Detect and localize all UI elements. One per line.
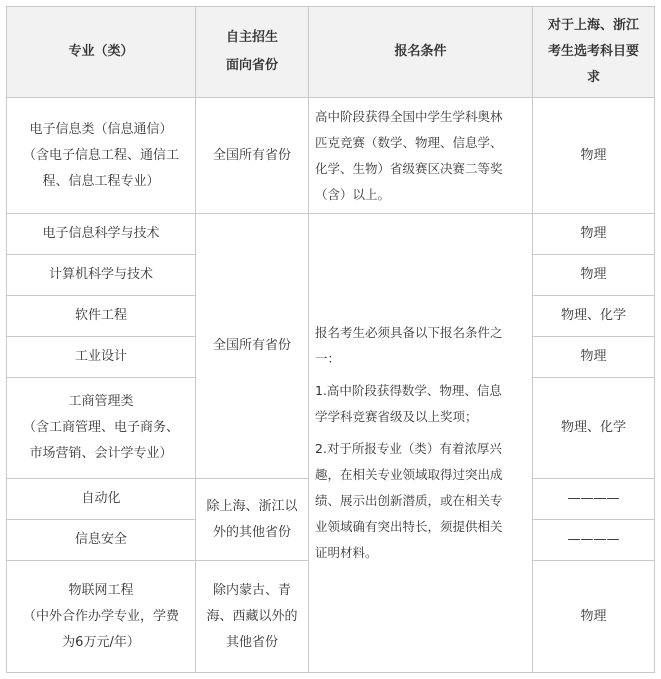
condition-line: 高中阶段获得全国中学生学科奥林 [315,108,503,124]
header-subjects-line1: 对于上海、浙江 [547,18,639,33]
condition-item1-line: 1.高中阶段获得数学、物理、信息 [315,383,502,398]
province-text: 全国所有省份 [212,338,291,353]
condition-item1-line: 学学科竞赛省级及以上奖项； [315,409,478,424]
province-text: 其他省份 [225,634,278,650]
major-cell-id [6,336,196,378]
major-name: 物联网工程 [68,582,134,598]
province-text: 外的其他省份 [212,524,291,540]
major-cell-se [6,295,196,337]
subjects-text: 物理 [580,608,607,624]
subjects-text: 物理 [580,267,607,282]
major-note: （含电子信息工程、通信工 [22,147,179,163]
major-name: 工业设计 [74,349,127,364]
major-cell-cs [6,254,196,296]
subjects-text: ———— [567,491,620,506]
major-name: 电子信息类（信息通信） [29,121,173,137]
major-name: 信息安全 [74,532,127,547]
header-conditions-text: 报名条件 [394,44,447,59]
condition-item2-line: 2.对于所报专业（类）有着浓厚兴 [315,441,502,456]
header-conditions [308,6,533,98]
major-name: 自动化 [81,491,121,506]
header-zizhu-line2: 面向省份 [225,58,278,73]
subjects-cell-ee [532,97,655,214]
header-zizhu-line1: 自主招生 [225,30,278,45]
condition-item2-line: 趣，在相关专业领域取得过突出成 [315,467,503,482]
province-cell-1 [195,97,309,214]
major-name: 工商管理类 [68,394,134,409]
subjects-text: 物理 [580,226,607,241]
subjects-cell-eist [532,213,655,255]
province-cell-2 [195,213,309,479]
condition-line: 化学、生物）省级赛区决赛二等奖 [315,160,503,176]
header-zizhu [195,6,309,98]
subjects-text: 物理、化学 [560,308,626,323]
conditions-cell-1 [308,97,533,214]
subjects-cell-infosec [532,519,655,561]
subjects-text: 物理 [580,147,607,163]
condition-line: 匹克竞赛（数学、物理、信息学、 [315,134,503,150]
subjects-cell-id [532,336,655,378]
major-cell-iot [6,560,196,673]
subjects-cell-bm [532,377,655,479]
header-major [6,6,196,98]
condition-intro-line: 一： [315,351,341,366]
major-name: 电子信息科学与技术 [42,226,160,241]
major-note: 市场营销、会计学专业） [29,446,173,461]
subjects-cell-cs [532,254,655,296]
header-subjects-line3: 求 [586,70,600,85]
conditions-cell-2 [308,213,533,673]
subjects-cell-se [532,295,655,337]
major-cell-bm [6,377,196,479]
subjects-text: ———— [567,532,620,547]
header-subjects-line2: 考生选考科目要 [547,44,639,59]
subjects-text: 物理、化学 [560,420,626,435]
condition-item2-line: 证明材料。 [315,545,378,560]
subjects-cell-iot [532,560,655,673]
province-text: 除上海、浙江以 [206,498,298,514]
condition-intro-line: 报名考生必须具备以下报名条件之 [315,325,503,340]
major-note: 程、信息工程专业） [42,173,160,189]
subjects-cell-auto [532,478,655,520]
condition-item2-line: 业领域确有突出特长，须提供相关 [315,519,503,534]
header-major-text: 专业（类） [68,44,134,59]
subjects-text: 物理 [580,349,607,364]
major-name: 计算机科学与技术 [48,267,153,282]
major-cell-infosec [6,519,196,561]
major-cell-ee [6,97,196,214]
major-note: （含工商管理、电子商务、 [22,420,179,435]
province-cell-3 [195,478,309,561]
major-cell-eist [6,213,196,255]
province-text: 全国所有省份 [212,147,291,163]
major-name: 软件工程 [74,308,127,323]
major-note: （中外合作办学专业，学费 [22,608,179,624]
province-text: 除内蒙古、青 [212,582,291,598]
condition-line: （含）以上。 [315,186,391,202]
province-cell-4 [195,560,309,673]
major-cell-auto [6,478,196,520]
major-note: 为6万元/年） [62,634,140,650]
header-subjects [532,6,655,98]
condition-item2-line: 绩、展示出创新潜质，或在相关专 [315,493,503,508]
province-text: 海、西藏以外的 [206,608,298,624]
